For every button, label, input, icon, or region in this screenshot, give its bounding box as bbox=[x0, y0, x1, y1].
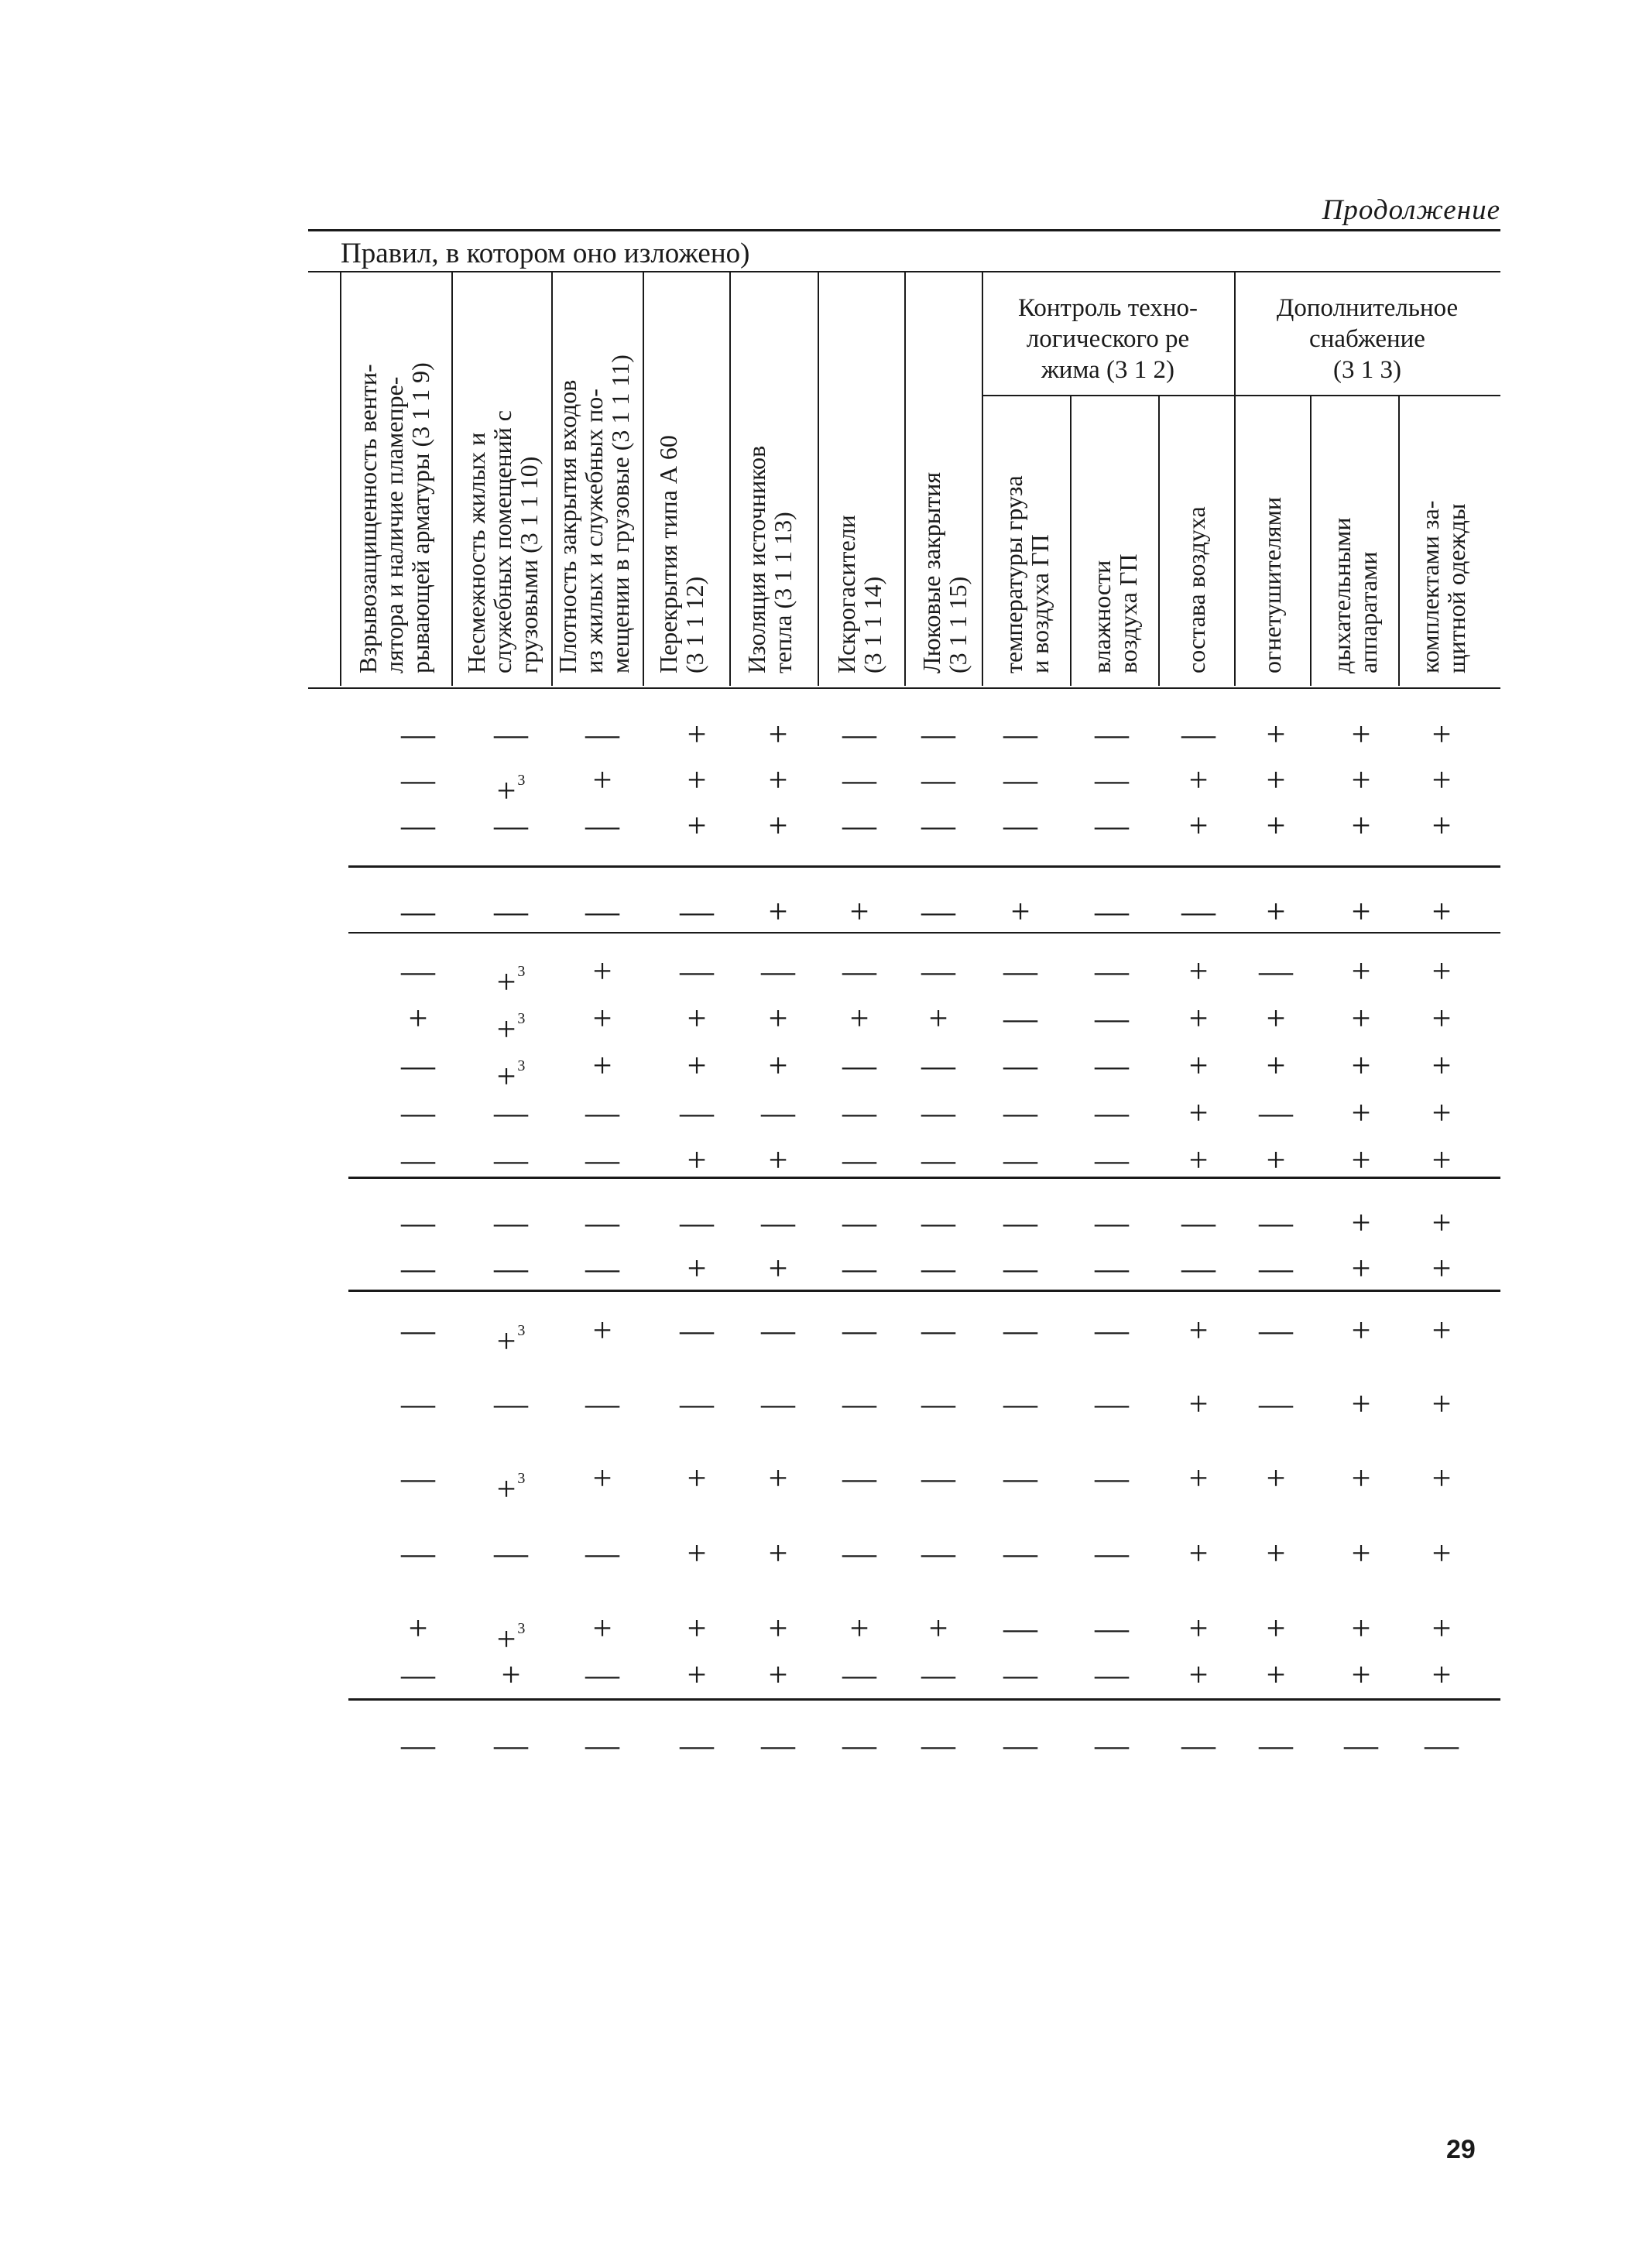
table-cell: + bbox=[687, 1534, 707, 1572]
table-cell: — bbox=[1003, 1047, 1037, 1084]
table-cell: + bbox=[1432, 892, 1452, 930]
table-top-rule bbox=[308, 229, 1500, 231]
table-cell: — bbox=[401, 952, 435, 990]
table-cell: — bbox=[585, 1726, 619, 1764]
table-cell: — bbox=[842, 1726, 876, 1764]
table-cell: + bbox=[1351, 1249, 1371, 1287]
header-separator bbox=[818, 272, 819, 686]
table-cell: + bbox=[1188, 1311, 1209, 1349]
table-cell: + $^3$ bbox=[496, 772, 526, 810]
table-cell: + bbox=[768, 1459, 788, 1497]
table-cell: — bbox=[761, 1094, 795, 1132]
table-cell: — bbox=[761, 1726, 795, 1764]
table-cell: — bbox=[1259, 1094, 1293, 1132]
table-cell: + bbox=[1351, 1094, 1371, 1132]
table-cell: + bbox=[1432, 761, 1452, 799]
table-cell: — bbox=[680, 1094, 714, 1132]
table-cell: — bbox=[921, 1385, 955, 1423]
table-row bbox=[0, 995, 1639, 1048]
group-separator-rule bbox=[348, 865, 1500, 868]
table-cell: — bbox=[1095, 1385, 1129, 1423]
table-cell: — bbox=[1095, 1459, 1129, 1497]
header-separator bbox=[451, 272, 453, 686]
table-cell: — bbox=[401, 1385, 435, 1423]
table-cell: — bbox=[1003, 999, 1037, 1037]
table-cell: — bbox=[1003, 715, 1037, 753]
table-cell: — bbox=[842, 807, 876, 845]
table-cell: + bbox=[1432, 952, 1452, 990]
table-cell: + bbox=[1351, 761, 1371, 799]
table-row bbox=[0, 757, 1639, 810]
table-row bbox=[0, 1200, 1639, 1246]
table-cell: + bbox=[1432, 1385, 1452, 1423]
table-cell: — bbox=[1095, 807, 1129, 845]
table-cell: + bbox=[501, 1656, 521, 1694]
table-cell: — bbox=[680, 1204, 714, 1242]
table-cell: — bbox=[842, 1656, 876, 1694]
table-cell: + bbox=[1432, 1141, 1452, 1179]
table-cell: + bbox=[1188, 1534, 1209, 1572]
table-cell: + bbox=[1351, 1656, 1371, 1694]
table-cell: + bbox=[928, 999, 948, 1037]
table-cell: + bbox=[1188, 999, 1209, 1037]
table-cell: + bbox=[849, 999, 869, 1037]
table-cell: + bbox=[687, 1047, 707, 1084]
table-cell: — bbox=[494, 1726, 528, 1764]
table-cell: + bbox=[1351, 1609, 1371, 1647]
table-cell: + bbox=[687, 1141, 707, 1179]
table-cell: — bbox=[1095, 1047, 1129, 1084]
table-cell: + bbox=[1432, 1534, 1452, 1572]
table-cell: — bbox=[921, 952, 955, 990]
table-cell: — bbox=[585, 892, 619, 930]
table-cell: — bbox=[761, 1311, 795, 1349]
table-row bbox=[0, 1245, 1639, 1292]
header-bottom-rule bbox=[308, 687, 1500, 689]
table-cell: — bbox=[585, 1249, 619, 1287]
table-cell: — bbox=[842, 952, 876, 990]
table-cell: — bbox=[494, 1385, 528, 1423]
table-cell: + bbox=[1432, 1656, 1452, 1694]
table-cell: — bbox=[842, 1385, 876, 1423]
table-cell: + bbox=[1188, 1141, 1209, 1179]
group-separator-rule bbox=[348, 1698, 1500, 1701]
table-cell: — bbox=[1003, 807, 1037, 845]
table-row bbox=[0, 1530, 1639, 1577]
table-cell: + bbox=[1266, 761, 1286, 799]
table-cell: — bbox=[401, 1311, 435, 1349]
table-cell: — bbox=[585, 1656, 619, 1694]
table-cell: — bbox=[921, 1047, 955, 1084]
table-cell: — bbox=[494, 1204, 528, 1242]
table-cell: — bbox=[585, 1141, 619, 1179]
table-cell: + bbox=[1266, 1141, 1286, 1179]
table-cell: — bbox=[401, 1459, 435, 1497]
table-cell: — bbox=[842, 1459, 876, 1497]
table-cell: — bbox=[1095, 1249, 1129, 1287]
table-cell: + $^3$ bbox=[496, 1322, 526, 1360]
table-cell: + $^3$ bbox=[496, 1057, 526, 1095]
table-cell: + $^3$ bbox=[496, 1010, 526, 1048]
table-cell: + bbox=[1351, 807, 1371, 845]
table-cell: — bbox=[761, 952, 795, 990]
table-cell: — bbox=[1259, 952, 1293, 990]
footnote-mark: 3 bbox=[517, 772, 526, 789]
table-cell: — bbox=[1003, 1204, 1037, 1242]
table-cell: + bbox=[1351, 952, 1371, 990]
table-cell: + bbox=[1351, 1534, 1371, 1572]
table-cell: — bbox=[842, 1204, 876, 1242]
table-cell: — bbox=[401, 1204, 435, 1242]
table-cell: — bbox=[1095, 1141, 1129, 1179]
group-header-extra: Дополнительное снабжение (3 1 3) bbox=[1276, 294, 1459, 384]
table-cell: — bbox=[401, 807, 435, 845]
table-cell: — bbox=[585, 1204, 619, 1242]
table-cell: + bbox=[1188, 761, 1209, 799]
table-cell: + bbox=[687, 761, 707, 799]
header-separator bbox=[729, 272, 731, 686]
table-cell: + bbox=[1432, 807, 1452, 845]
table-cell: — bbox=[1259, 1726, 1293, 1764]
rules-title: Правил, в котором оно изложено) bbox=[341, 238, 750, 269]
table-cell: + bbox=[1266, 1047, 1286, 1084]
table-cell: + bbox=[1432, 1249, 1452, 1287]
table-row bbox=[0, 1722, 1639, 1769]
table-cell: + bbox=[1351, 1459, 1371, 1497]
table-cell: — bbox=[842, 715, 876, 753]
table-cell: + bbox=[687, 1609, 707, 1647]
header-separator bbox=[1158, 396, 1160, 686]
table-cell: + bbox=[1432, 1204, 1452, 1242]
group-control-rule bbox=[982, 395, 1234, 396]
table-cell: — bbox=[585, 1094, 619, 1132]
header-separator bbox=[551, 272, 553, 686]
table-cell: + bbox=[849, 892, 869, 930]
table-cell: — bbox=[1003, 952, 1037, 990]
table-cell: — bbox=[842, 1311, 876, 1349]
table-cell: + bbox=[592, 1311, 612, 1349]
table-cell: — bbox=[1259, 1385, 1293, 1423]
table-cell: — bbox=[401, 892, 435, 930]
table-cell: — bbox=[1003, 1311, 1037, 1349]
table-cell: — bbox=[680, 1726, 714, 1764]
table-row bbox=[0, 948, 1639, 1001]
table-cell: + bbox=[1432, 1609, 1452, 1647]
table-cell: — bbox=[1003, 1094, 1037, 1132]
table-cell: — bbox=[921, 1204, 955, 1242]
table-cell: + bbox=[1351, 1141, 1371, 1179]
table-cell: — bbox=[1425, 1726, 1459, 1764]
footnote-mark: 3 bbox=[517, 1620, 526, 1637]
table-cell: — bbox=[921, 1726, 955, 1764]
table-cell: — bbox=[921, 807, 955, 845]
table-cell: — bbox=[842, 1047, 876, 1084]
table-cell: — bbox=[761, 1204, 795, 1242]
table-cell: + bbox=[687, 999, 707, 1037]
table-row bbox=[0, 803, 1639, 849]
table-cell: — bbox=[1259, 1249, 1293, 1287]
table-row bbox=[0, 1381, 1639, 1427]
table-cell: + bbox=[1266, 807, 1286, 845]
table-cell: — bbox=[401, 1656, 435, 1694]
table-cell: — bbox=[921, 715, 955, 753]
table-cell: + bbox=[1351, 1204, 1371, 1242]
table-cell: — bbox=[401, 761, 435, 799]
table-row bbox=[0, 1090, 1639, 1136]
table-cell: — bbox=[1259, 1311, 1293, 1349]
table-cell: — bbox=[494, 1534, 528, 1572]
table-row bbox=[0, 1455, 1639, 1508]
table-cell: — bbox=[1003, 761, 1037, 799]
table-cell: — bbox=[1003, 1249, 1037, 1287]
table-cell: — bbox=[401, 1249, 435, 1287]
table-cell: + bbox=[408, 1609, 428, 1647]
table-cell: + $^3$ bbox=[496, 1470, 526, 1508]
table-cell: — bbox=[921, 892, 955, 930]
table-cell: — bbox=[494, 715, 528, 753]
table-cell: + bbox=[1188, 1459, 1209, 1497]
table-cell: — bbox=[921, 1534, 955, 1572]
table-cell: + bbox=[592, 761, 612, 799]
page-number: 29 bbox=[1446, 2135, 1476, 2164]
table-cell: — bbox=[842, 1094, 876, 1132]
table-cell: + bbox=[1432, 1459, 1452, 1497]
table-cell: — bbox=[921, 1311, 955, 1349]
footnote-mark: 3 bbox=[517, 1057, 526, 1074]
table-cell: + bbox=[1266, 999, 1286, 1037]
table-cell: + bbox=[1188, 807, 1209, 845]
table-cell: + bbox=[768, 1656, 788, 1694]
table-cell: + bbox=[768, 1534, 788, 1572]
header-separator bbox=[1310, 396, 1312, 686]
footnote-mark: 3 bbox=[517, 1322, 526, 1339]
table-cell: + bbox=[687, 1459, 707, 1497]
table-cell: — bbox=[921, 1141, 955, 1179]
table-cell: — bbox=[1259, 1204, 1293, 1242]
table-cell: — bbox=[1003, 1141, 1037, 1179]
table-cell: + bbox=[1432, 715, 1452, 753]
table-cell: + bbox=[768, 1609, 788, 1647]
table-cell: — bbox=[1095, 761, 1129, 799]
table-cell: — bbox=[1095, 1726, 1129, 1764]
table-cell: — bbox=[921, 1249, 955, 1287]
header-separator bbox=[340, 272, 341, 686]
header-separator bbox=[904, 272, 906, 686]
table-cell: — bbox=[1181, 1204, 1216, 1242]
table-cell: — bbox=[1095, 1204, 1129, 1242]
table-cell: — bbox=[1344, 1726, 1378, 1764]
table-cell: + bbox=[687, 807, 707, 845]
table-cell: — bbox=[494, 1141, 528, 1179]
table-cell: — bbox=[1095, 1609, 1129, 1647]
table-cell: — bbox=[921, 761, 955, 799]
table-row bbox=[0, 889, 1639, 935]
table-cell: + bbox=[1266, 1534, 1286, 1572]
table-cell: + bbox=[1010, 892, 1030, 930]
table-cell: — bbox=[761, 1385, 795, 1423]
table-cell: — bbox=[680, 892, 714, 930]
table-cell: — bbox=[1003, 1656, 1037, 1694]
table-cell: + bbox=[768, 715, 788, 753]
table-cell: + bbox=[1266, 892, 1286, 930]
table-cell: — bbox=[842, 1534, 876, 1572]
header-separator bbox=[1070, 396, 1072, 686]
table-cell: — bbox=[1095, 715, 1129, 753]
table-row bbox=[0, 1043, 1639, 1095]
table-cell: — bbox=[1095, 1534, 1129, 1572]
group-header-control: Контроль техно- логического ре жима (3 1 2) bbox=[1018, 294, 1198, 384]
table-cell: — bbox=[1095, 999, 1129, 1037]
table-cell: + bbox=[1188, 952, 1209, 990]
table-cell: — bbox=[921, 1459, 955, 1497]
table-cell: — bbox=[401, 1047, 435, 1084]
table-cell: + bbox=[408, 999, 428, 1037]
table-cell: — bbox=[1181, 1249, 1216, 1287]
table-cell: — bbox=[1003, 1459, 1037, 1497]
table-cell: + bbox=[1188, 1656, 1209, 1694]
table-row bbox=[0, 1307, 1639, 1360]
table-cell: + bbox=[1266, 715, 1286, 753]
table-cell: + bbox=[592, 1609, 612, 1647]
table-cell: — bbox=[1003, 1726, 1037, 1764]
continuation-label: Продолжение bbox=[1322, 194, 1500, 226]
table-cell: + bbox=[592, 999, 612, 1037]
table-cell: + bbox=[1432, 1311, 1452, 1349]
table-cell: — bbox=[921, 1094, 955, 1132]
table-cell: + bbox=[592, 1459, 612, 1497]
table-cell: — bbox=[1095, 1094, 1129, 1132]
table-cell: — bbox=[401, 1726, 435, 1764]
table-cell: — bbox=[401, 1534, 435, 1572]
table-cell: — bbox=[680, 952, 714, 990]
table-cell: + bbox=[1188, 1047, 1209, 1084]
table-cell: — bbox=[1095, 1311, 1129, 1349]
table-cell: — bbox=[921, 1656, 955, 1694]
group-extra-rule bbox=[1234, 395, 1500, 396]
table-cell: — bbox=[842, 761, 876, 799]
table-row bbox=[0, 1137, 1639, 1184]
table-cell: + bbox=[768, 999, 788, 1037]
footnote-mark: 3 bbox=[517, 1470, 526, 1487]
table-cell: — bbox=[842, 1249, 876, 1287]
table-cell: + bbox=[1351, 999, 1371, 1037]
table-cell: + bbox=[768, 807, 788, 845]
table-cell: — bbox=[1181, 1726, 1216, 1764]
table-cell: + bbox=[592, 952, 612, 990]
table-cell: + bbox=[1351, 1311, 1371, 1349]
table-cell: + bbox=[1188, 1609, 1209, 1647]
table-cell: — bbox=[494, 1249, 528, 1287]
table-cell: + bbox=[1432, 1094, 1452, 1132]
table-row bbox=[0, 1652, 1639, 1698]
table-cell: + bbox=[592, 1047, 612, 1084]
table-cell: + bbox=[687, 1656, 707, 1694]
table-cell: + bbox=[768, 1047, 788, 1084]
table-cell: + bbox=[768, 761, 788, 799]
header-separator bbox=[1398, 396, 1400, 686]
table-cell: + bbox=[1188, 1094, 1209, 1132]
footnote-mark: 3 bbox=[517, 963, 526, 980]
table-cell: + bbox=[1188, 1385, 1209, 1423]
table-row bbox=[0, 711, 1639, 758]
table-cell: — bbox=[1003, 1609, 1037, 1647]
table-cell: + bbox=[1266, 1609, 1286, 1647]
table-cell: + bbox=[1351, 1047, 1371, 1084]
table-cell: — bbox=[494, 1094, 528, 1132]
table-cell: — bbox=[1181, 892, 1216, 930]
table-cell: + bbox=[1432, 1047, 1452, 1084]
table-cell: — bbox=[1095, 892, 1129, 930]
table-cell: + bbox=[1266, 1459, 1286, 1497]
table-cell: — bbox=[1003, 1385, 1037, 1423]
table-cell: + bbox=[687, 715, 707, 753]
footnote-mark: 3 bbox=[517, 1010, 526, 1027]
table-cell: — bbox=[842, 1141, 876, 1179]
table-cell: + bbox=[928, 1609, 948, 1647]
table-cell: — bbox=[494, 807, 528, 845]
table-cell: + bbox=[768, 892, 788, 930]
header-separator bbox=[643, 272, 644, 686]
table-cell: — bbox=[401, 1141, 435, 1179]
table-cell: + bbox=[1266, 1656, 1286, 1694]
table-cell: + $^3$ bbox=[496, 1620, 526, 1658]
table-cell: — bbox=[585, 1385, 619, 1423]
table-cell: — bbox=[585, 807, 619, 845]
table-cell: — bbox=[494, 892, 528, 930]
table-cell: — bbox=[1003, 1534, 1037, 1572]
table-cell: + bbox=[1351, 1385, 1371, 1423]
table-cell: + bbox=[1432, 999, 1452, 1037]
table-cell: + $^3$ bbox=[496, 963, 526, 1001]
table-cell: — bbox=[680, 1311, 714, 1349]
table-cell: + bbox=[849, 1609, 869, 1647]
table-cell: — bbox=[401, 1094, 435, 1132]
table-cell: + bbox=[687, 1249, 707, 1287]
table-cell: — bbox=[1095, 1656, 1129, 1694]
table-cell: — bbox=[401, 715, 435, 753]
table-cell: — bbox=[585, 1534, 619, 1572]
table-cell: + bbox=[768, 1249, 788, 1287]
table-cell: + bbox=[768, 1141, 788, 1179]
table-row bbox=[0, 1605, 1639, 1658]
table-cell: + bbox=[1351, 892, 1371, 930]
table-cell: — bbox=[680, 1385, 714, 1423]
table-cell: — bbox=[585, 715, 619, 753]
table-cell: + bbox=[1351, 715, 1371, 753]
table-cell: — bbox=[1181, 715, 1216, 753]
table-cell: — bbox=[1095, 952, 1129, 990]
